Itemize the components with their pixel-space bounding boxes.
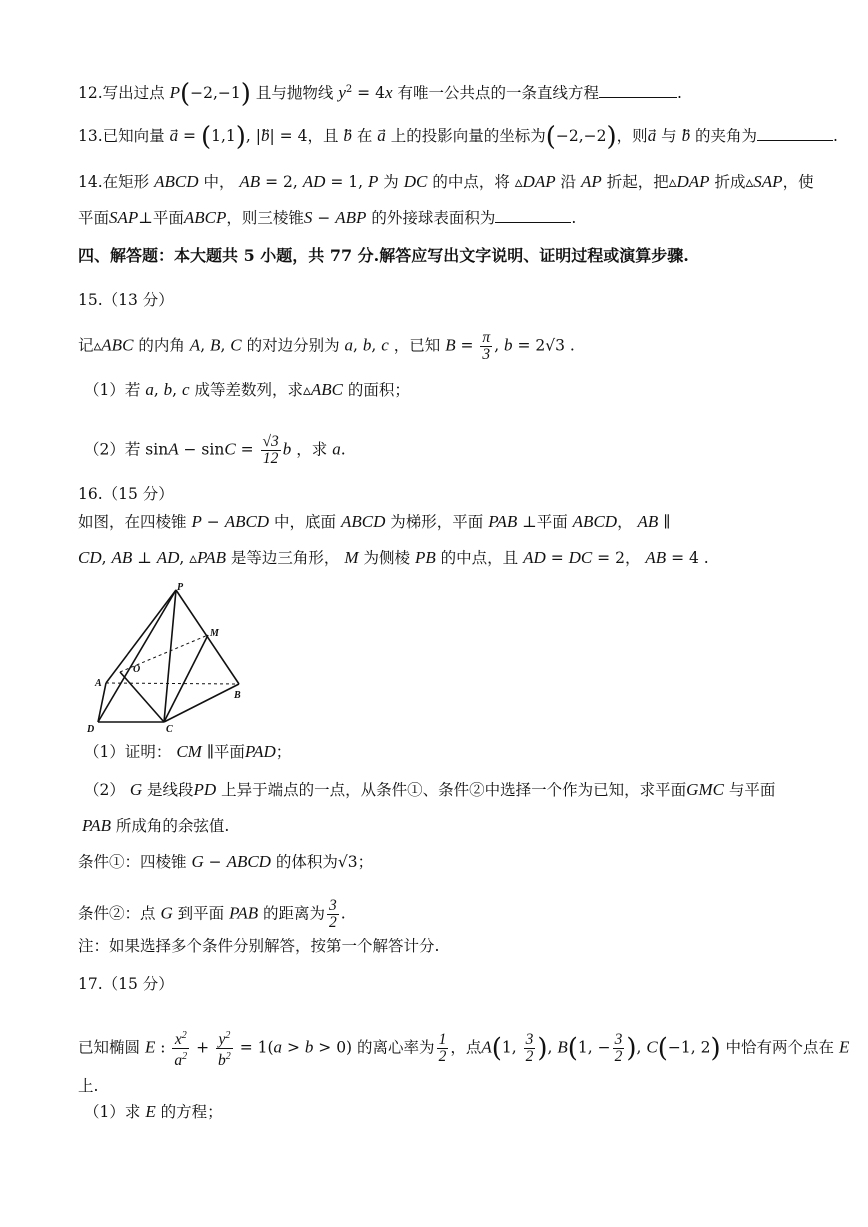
q15-stem: 记▵ABC 的内角 A, B, C 的对边分别为 a, b, c ，已知 B = $\frac{\pi}{3}$ , b = 2√3 . — [78, 329, 575, 363]
q16-note: 注：如果选择多个条件分别解答，按第一个解答计分. — [78, 937, 440, 955]
label-o: O — [133, 664, 141, 675]
label-c: C — [166, 724, 173, 735]
q14-line-2: 平面SAP⊥平面ABCP，则三棱锥S − ABP 的外接球表面积为 . — [78, 208, 577, 227]
q16-stem-2: CD, AB ⊥ AD, ▵PAB 是等边三角形， M 为侧棱 PB 的中点，且 AD = DC = 2， AB = 4 . — [78, 548, 709, 567]
q15-header: 15.（13 分） — [78, 291, 174, 309]
q16-part2-2: PAB 所成角的余弦值. — [82, 816, 230, 835]
q15-part1: （1）若 a, b, c 成等差数列，求▵ABC 的面积； — [84, 380, 410, 399]
q16-header: 16.（15 分） — [78, 485, 174, 503]
q14-line-1: 14.在矩形 ABCD 中， AB = 2, AD = 1, P 为 DC 的中点，将 ▵DAP 沿 AP 折起，把▵DAP 折成▵SAP，使 — [78, 172, 814, 191]
pyramid-figure — [84, 580, 254, 735]
q16-condition-2: 条件②：点 G 到平面 PAB 的距离为 $\frac{3}{2}$ . — [78, 897, 346, 931]
q15-part2: （2）若 sinA − sinC = $\frac{√3}{12}$ b ，求 a. — [84, 433, 346, 467]
q16-part2-1: （2） G 是线段PD 上异于端点的一点，从条件①、条件②中选择一个作为已知，求平面GMC 与平面 — [84, 780, 776, 799]
section-heading: 四、解答题：本大题共 5 小题，共 77 分.解答应写出文字说明、证明过程或演算步骤. — [78, 246, 689, 265]
q17-part1: （1）求 E 的方程； — [84, 1102, 223, 1121]
label-b: B — [234, 690, 241, 701]
q13-line: 13.已知向量 a⃗ = (1,1), |b⃗| = 4，且 b⃗ 在 a⃗ 上的投影向量的坐标为(−2,−2)，则a⃗ 与 b⃗ 的夹角为 . — [78, 122, 838, 152]
label-d: D — [87, 724, 95, 735]
label-a: A — [95, 678, 102, 689]
q17-stem: 已知椭圆 E : $\frac{x^2}{a^2}$ + $\frac{y^2}{b^2}$ = 1(a > b > 0) 的离心率为 $\frac{1}{2}$ ，点A(1, $\frac{3}{2}$ ), B(1, − $\frac{3}{2}$ ), C(−1, 2) 中恰有两个点在 E — [78, 1030, 850, 1070]
q17-stem-cont: 上. — [78, 1077, 99, 1095]
q16-stem-1: 如图，在四棱锥 P − ABCD 中，底面 ABCD 为梯形，平面 PAB ⊥平面 ABCD， AB ∥ — [78, 512, 671, 531]
label-p: P — [177, 582, 184, 593]
q12-line: 12.写出过点 P(−2,−1) 且与抛物线 $y^2 = 4x$ 有唯一公共点的一条直线方程 . — [78, 79, 682, 110]
label-m: M — [210, 628, 219, 639]
q16-part1: （1）证明： CM ∥平面PAD； — [84, 742, 292, 761]
q16-condition-1: 条件①：四棱锥 G − ABCD 的体积为√3； — [78, 852, 374, 871]
q17-header: 17.（15 分） — [78, 975, 174, 993]
